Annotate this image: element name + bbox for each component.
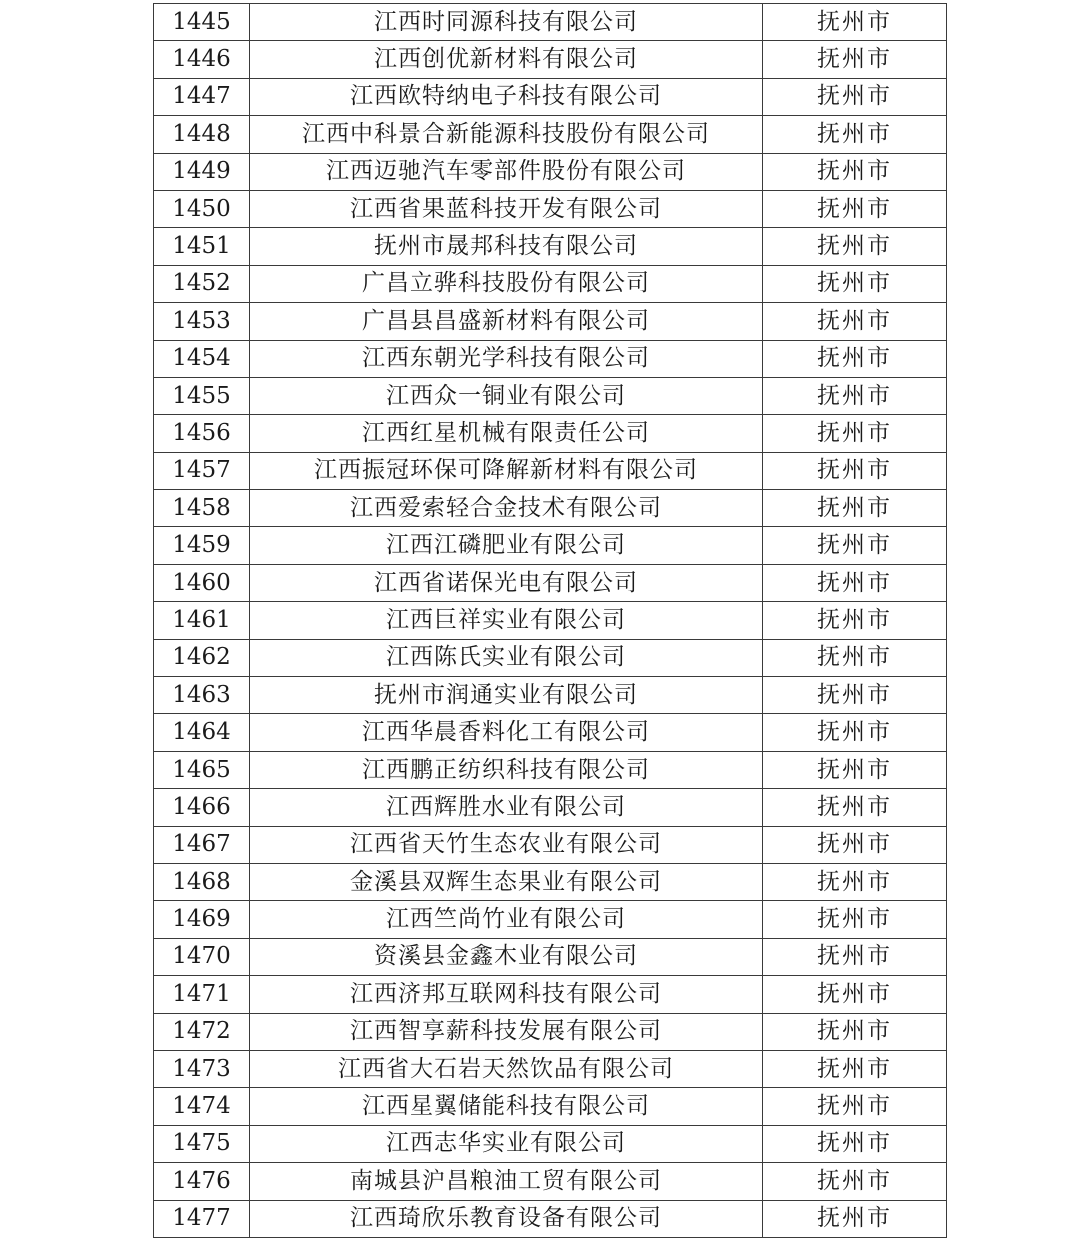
row-number: 1469 (154, 901, 250, 938)
table-row (154, 265, 947, 302)
city-name: 抚州市 (763, 415, 947, 452)
table-row (154, 826, 947, 863)
city-name: 抚州市 (763, 4, 947, 41)
city-name: 抚州市 (763, 490, 947, 527)
table-row (154, 1013, 947, 1050)
table-row (154, 527, 947, 564)
table-row (154, 228, 947, 265)
company-name: 抚州市晟邦科技有限公司 (250, 228, 763, 265)
row-number: 1467 (154, 826, 250, 863)
company-name: 江西迈驰汽车零部件股份有限公司 (250, 153, 763, 190)
company-name: 江西辉胜水业有限公司 (250, 789, 763, 826)
company-name: 抚州市润通实业有限公司 (250, 677, 763, 714)
city-name: 抚州市 (763, 377, 947, 414)
table-row (154, 789, 947, 826)
company-name: 广昌立骅科技股份有限公司 (250, 265, 763, 302)
row-number: 1470 (154, 938, 250, 975)
row-number: 1449 (154, 153, 250, 190)
city-name: 抚州市 (763, 751, 947, 788)
city-name: 抚州市 (763, 863, 947, 900)
city-name: 抚州市 (763, 639, 947, 676)
company-name: 江西省果蓝科技开发有限公司 (250, 190, 763, 227)
table-row (154, 78, 947, 115)
company-name: 江西省诺保光电有限公司 (250, 564, 763, 601)
city-name: 抚州市 (763, 340, 947, 377)
row-number: 1477 (154, 1200, 250, 1237)
row-number: 1446 (154, 41, 250, 78)
company-name: 江西琦欣乐教育设备有限公司 (250, 1200, 763, 1237)
company-name: 资溪县金鑫木业有限公司 (250, 938, 763, 975)
company-list-table (153, 3, 947, 1238)
row-number: 1453 (154, 303, 250, 340)
company-name: 广昌县昌盛新材料有限公司 (250, 303, 763, 340)
company-name: 江西济邦互联网科技有限公司 (250, 976, 763, 1013)
city-name: 抚州市 (763, 901, 947, 938)
table-row (154, 938, 947, 975)
table-row (154, 976, 947, 1013)
company-name: 江西智享薪科技发展有限公司 (250, 1013, 763, 1050)
row-number: 1450 (154, 190, 250, 227)
company-name: 江西竺尚竹业有限公司 (250, 901, 763, 938)
row-number: 1454 (154, 340, 250, 377)
city-name: 抚州市 (763, 116, 947, 153)
company-name: 江西欧特纳电子科技有限公司 (250, 78, 763, 115)
table-row (154, 415, 947, 452)
table-row (154, 1125, 947, 1162)
table-row (154, 677, 947, 714)
company-name: 江西东朝光学科技有限公司 (250, 340, 763, 377)
row-number: 1460 (154, 564, 250, 601)
city-name: 抚州市 (763, 1163, 947, 1200)
city-name: 抚州市 (763, 1050, 947, 1087)
row-number: 1474 (154, 1088, 250, 1125)
company-name: 江西华晨香料化工有限公司 (250, 714, 763, 751)
company-name: 江西爱索轻合金技术有限公司 (250, 490, 763, 527)
table-row (154, 714, 947, 751)
company-name: 江西众一铜业有限公司 (250, 377, 763, 414)
city-name: 抚州市 (763, 1013, 947, 1050)
company-name: 江西鹏正纺织科技有限公司 (250, 751, 763, 788)
city-name: 抚州市 (763, 265, 947, 302)
table-row (154, 901, 947, 938)
row-number: 1451 (154, 228, 250, 265)
company-name: 江西巨祥实业有限公司 (250, 602, 763, 639)
city-name: 抚州市 (763, 228, 947, 265)
row-number: 1459 (154, 527, 250, 564)
company-name: 南城县沪昌粮油工贸有限公司 (250, 1163, 763, 1200)
table-row (154, 377, 947, 414)
row-number: 1448 (154, 116, 250, 153)
row-number: 1468 (154, 863, 250, 900)
table-row (154, 1163, 947, 1200)
row-number: 1464 (154, 714, 250, 751)
city-name: 抚州市 (763, 976, 947, 1013)
company-name: 江西星翼储能科技有限公司 (250, 1088, 763, 1125)
table-row (154, 490, 947, 527)
table-row (154, 452, 947, 489)
table-row (154, 190, 947, 227)
city-name: 抚州市 (763, 303, 947, 340)
row-number: 1457 (154, 452, 250, 489)
company-name: 江西志华实业有限公司 (250, 1125, 763, 1162)
city-name: 抚州市 (763, 41, 947, 78)
row-number: 1471 (154, 976, 250, 1013)
row-number: 1447 (154, 78, 250, 115)
row-number: 1461 (154, 602, 250, 639)
company-name: 江西江磷肥业有限公司 (250, 527, 763, 564)
company-name: 江西振冠环保可降解新材料有限公司 (250, 452, 763, 489)
company-name: 金溪县双辉生态果业有限公司 (250, 863, 763, 900)
table-row (154, 1050, 947, 1087)
city-name: 抚州市 (763, 527, 947, 564)
row-number: 1476 (154, 1163, 250, 1200)
city-name: 抚州市 (763, 1125, 947, 1162)
company-name: 江西陈氏实业有限公司 (250, 639, 763, 676)
table-row (154, 1088, 947, 1125)
row-number: 1452 (154, 265, 250, 302)
city-name: 抚州市 (763, 677, 947, 714)
table-row (154, 564, 947, 601)
row-number: 1466 (154, 789, 250, 826)
table-row (154, 639, 947, 676)
city-name: 抚州市 (763, 153, 947, 190)
row-number: 1445 (154, 4, 250, 41)
table-row (154, 751, 947, 788)
city-name: 抚州市 (763, 452, 947, 489)
table-row (154, 116, 947, 153)
city-name: 抚州市 (763, 78, 947, 115)
company-name: 江西省天竹生态农业有限公司 (250, 826, 763, 863)
city-name: 抚州市 (763, 714, 947, 751)
table-row (154, 153, 947, 190)
row-number: 1473 (154, 1050, 250, 1087)
row-number: 1465 (154, 751, 250, 788)
company-name: 江西红星机械有限责任公司 (250, 415, 763, 452)
table-body (154, 4, 947, 1238)
city-name: 抚州市 (763, 826, 947, 863)
row-number: 1456 (154, 415, 250, 452)
table-row (154, 863, 947, 900)
table-row (154, 340, 947, 377)
city-name: 抚州市 (763, 938, 947, 975)
city-name: 抚州市 (763, 564, 947, 601)
table-row (154, 303, 947, 340)
city-name: 抚州市 (763, 1088, 947, 1125)
company-name: 江西中科景合新能源科技股份有限公司 (250, 116, 763, 153)
table-row (154, 41, 947, 78)
city-name: 抚州市 (763, 602, 947, 639)
row-number: 1475 (154, 1125, 250, 1162)
table-row (154, 4, 947, 41)
city-name: 抚州市 (763, 190, 947, 227)
city-name: 抚州市 (763, 789, 947, 826)
row-number: 1455 (154, 377, 250, 414)
row-number: 1458 (154, 490, 250, 527)
table-row (154, 602, 947, 639)
row-number: 1472 (154, 1013, 250, 1050)
table-row (154, 1200, 947, 1237)
company-name: 江西省大石岩天然饮品有限公司 (250, 1050, 763, 1087)
row-number: 1463 (154, 677, 250, 714)
company-name: 江西创优新材料有限公司 (250, 41, 763, 78)
company-name: 江西时同源科技有限公司 (250, 4, 763, 41)
row-number: 1462 (154, 639, 250, 676)
city-name: 抚州市 (763, 1200, 947, 1237)
